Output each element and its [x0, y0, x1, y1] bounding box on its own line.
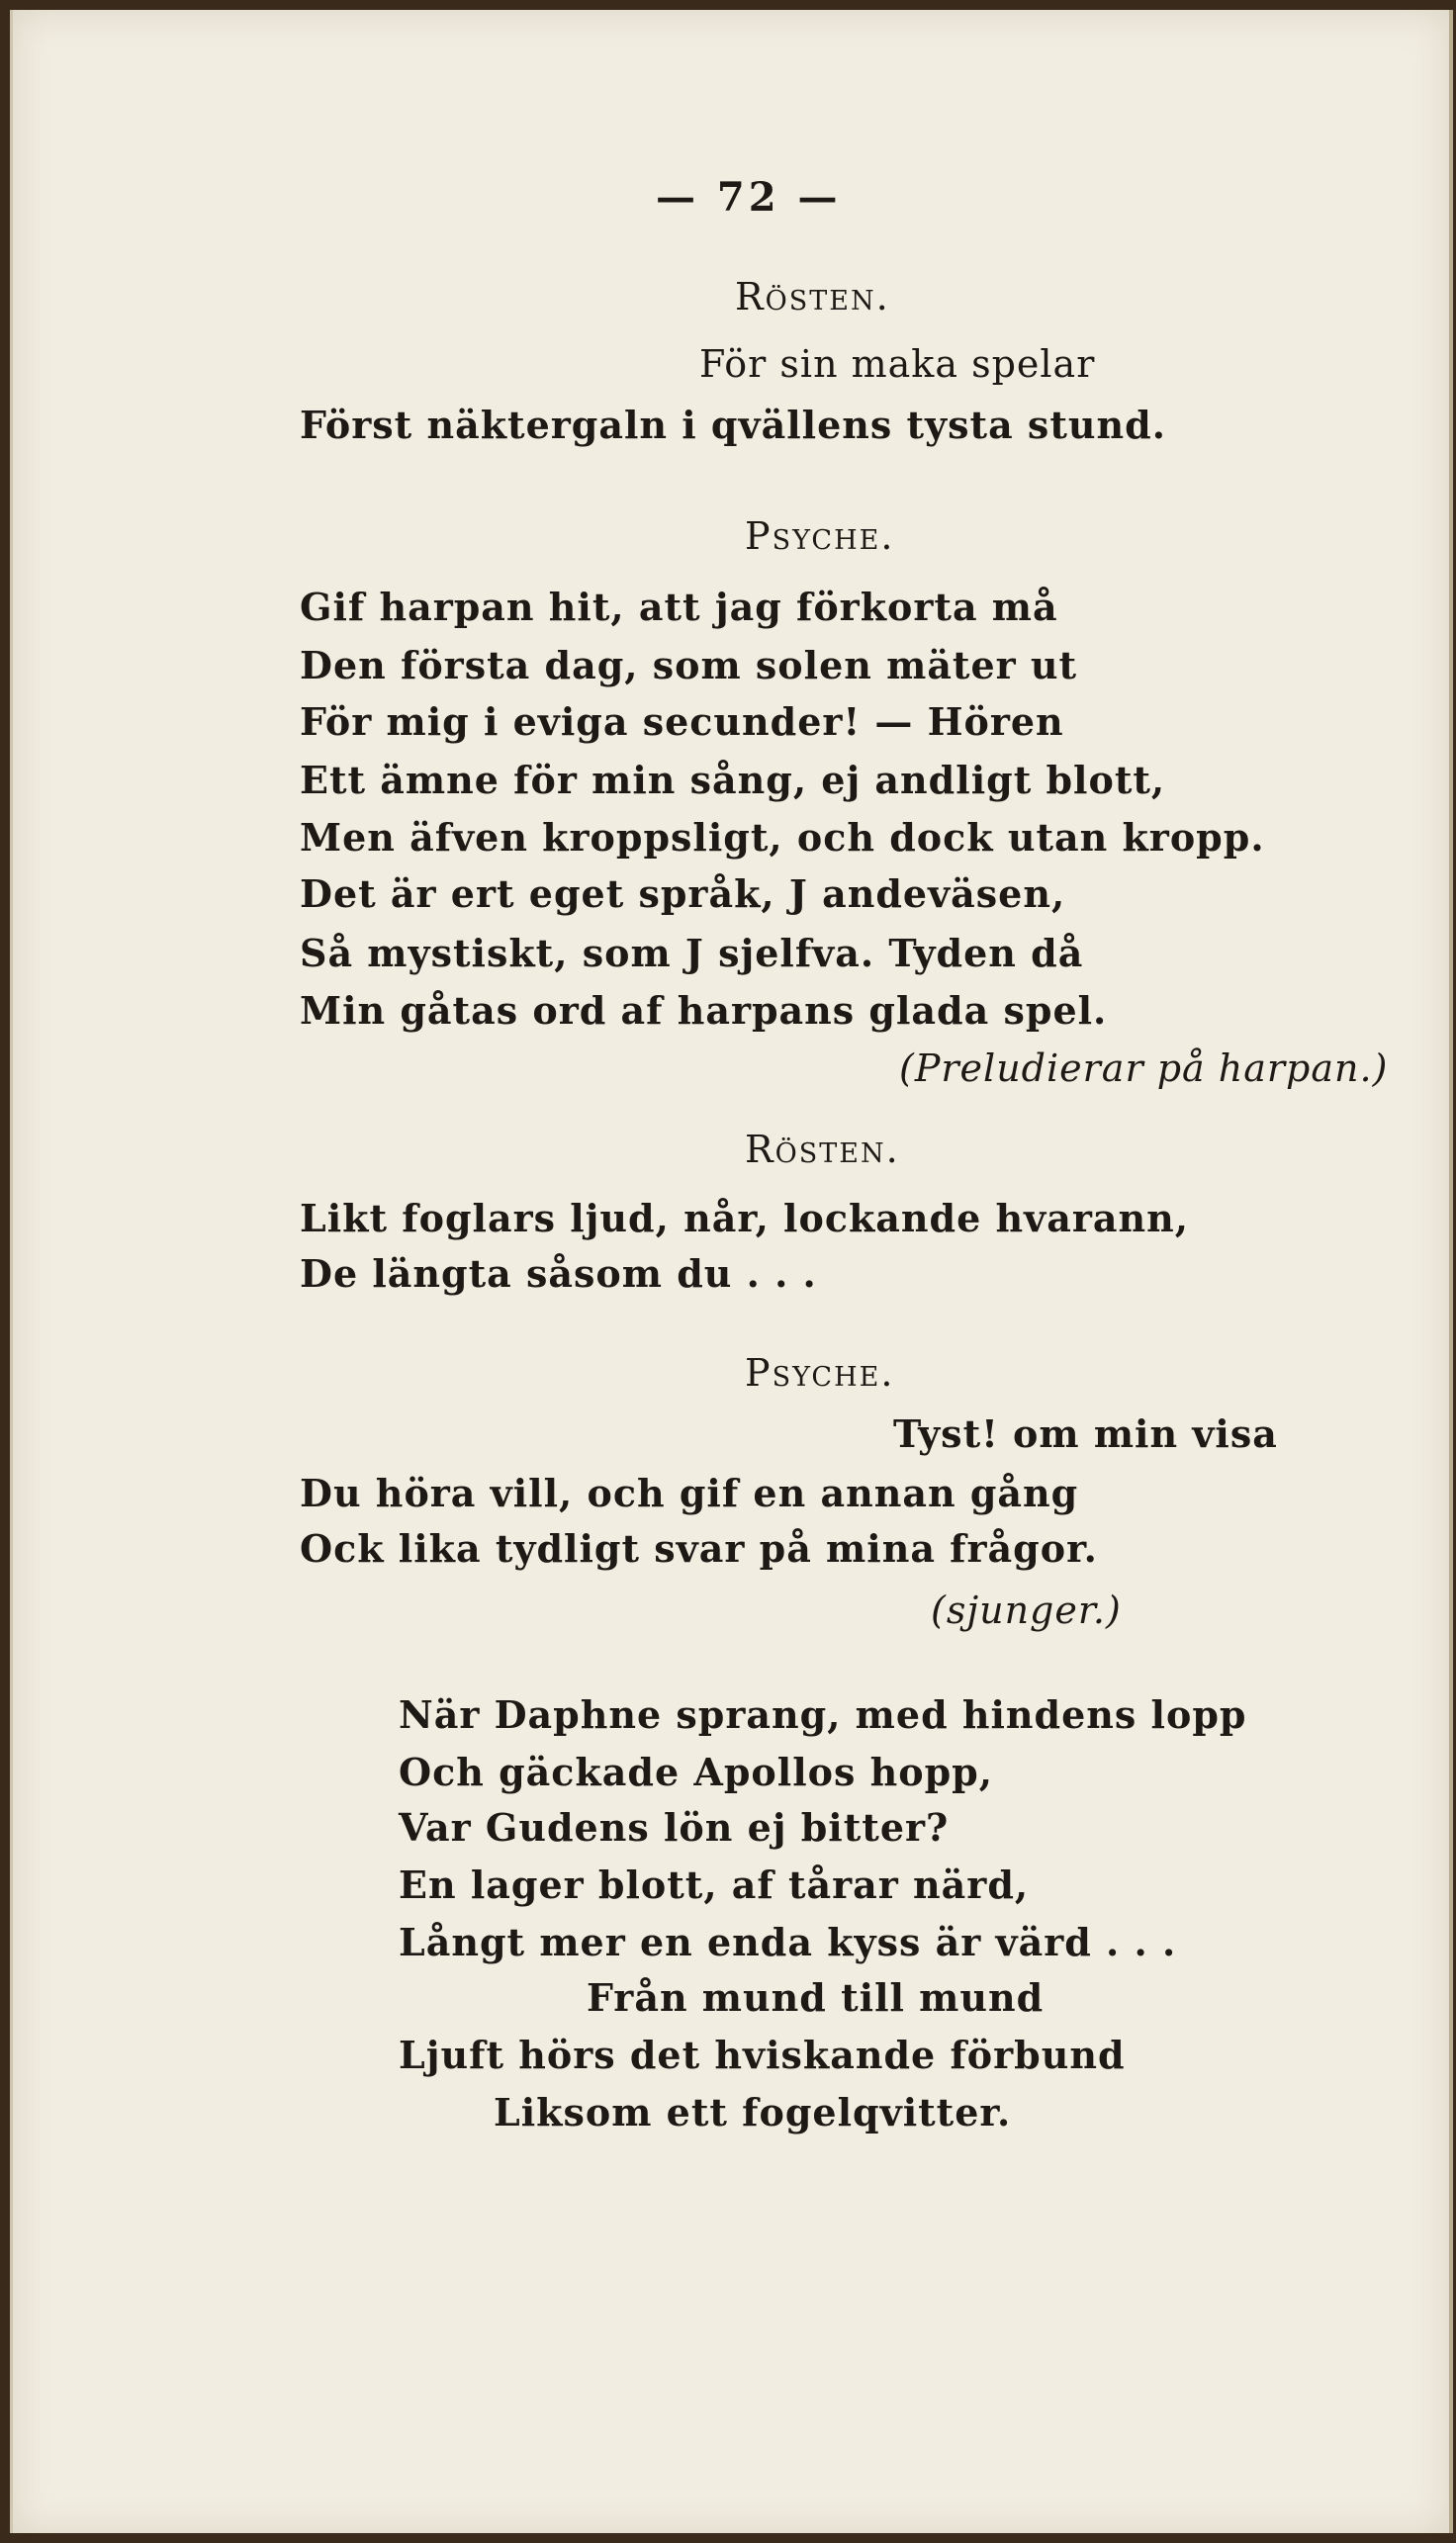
speaker-psyche: Psyche.: [745, 1351, 895, 1395]
song-line: Var Gudens lön ej bitter?: [399, 1805, 950, 1850]
verse-line: Så mystiskt, som J sjelfva. Tyden då: [300, 931, 1084, 975]
verse-line: Ock lika tydligt svar på mina frågor.: [300, 1526, 1098, 1571]
verse-line: För mig i eviga secunder! — Hören: [300, 699, 1064, 744]
speaker-rosten: Rösten.: [735, 275, 890, 318]
stage-direction: (Preludierar på harpan.): [899, 1046, 1389, 1090]
song-line: Liksom ett fogelqvitter.: [494, 2090, 1012, 2134]
verse-line: Tyst! om min visa: [893, 1411, 1278, 1456]
verse-line: Du höra vill, och gif en annan gång: [300, 1471, 1079, 1515]
verse-line: Först näktergaln i qvällens tysta stund.: [300, 403, 1166, 447]
verse-line: Det är ert eget språk, J andeväsen,: [300, 871, 1066, 916]
verse-line: Ett ämne för min sång, ej andligt blott,: [300, 758, 1166, 802]
verse-line: Min gåtas ord af harpans glada spel.: [300, 988, 1108, 1033]
song-line: Och gäckade Apollos hopp,: [399, 1750, 993, 1794]
song-line: När Daphne sprang, med hindens lopp: [399, 1692, 1247, 1737]
verse-line: Den första dag, som solen mäter ut: [300, 643, 1078, 687]
song-line: Från mund till mund: [587, 1975, 1045, 2020]
song-line: En lager blott, af tårar närd,: [399, 1862, 1030, 1907]
speaker-rosten: Rösten.: [745, 1128, 900, 1171]
song-line: Ljuft hörs det hviskande förbund: [399, 2033, 1126, 2077]
stage-direction: (sjunger.): [931, 1589, 1122, 1632]
song-line: Långt mer en enda kyss är värd . . .: [399, 1920, 1177, 1964]
speaker-psyche: Psyche.: [745, 514, 895, 558]
verse-line: För sin maka spelar: [699, 342, 1096, 386]
verse-line: Likt foglars ljud, når, lockande hvarann,: [300, 1196, 1189, 1240]
verse-line: De längta såsom du . . .: [300, 1251, 817, 1296]
book-page: [10, 10, 1453, 2533]
verse-line: Men äfven kroppsligt, och dock utan kropp.: [300, 815, 1265, 860]
verse-line: Gif harpan hit, att jag förkorta må: [300, 585, 1058, 629]
page-number: — 72 —: [656, 174, 842, 221]
